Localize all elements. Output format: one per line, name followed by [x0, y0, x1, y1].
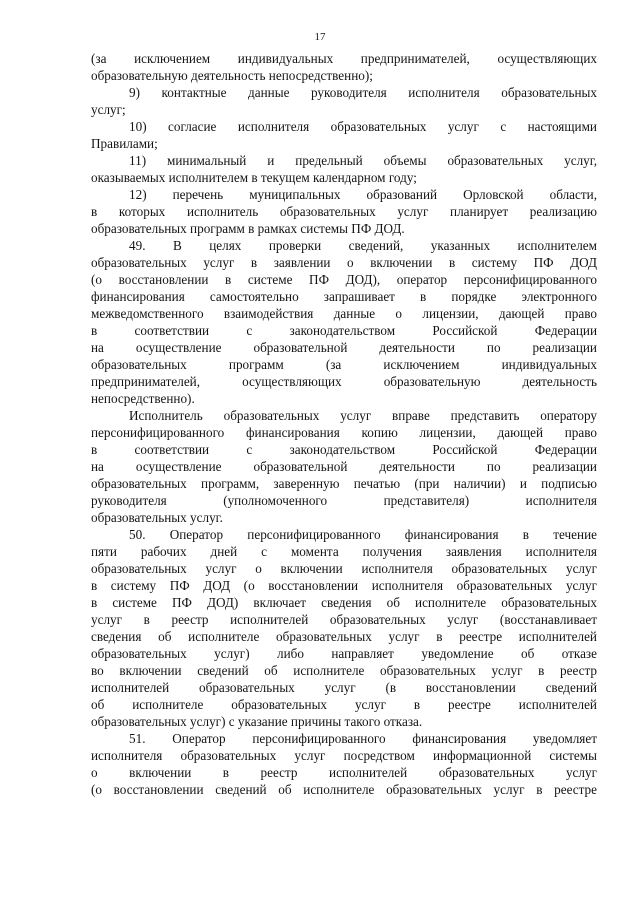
text-line: сведения об исполнителе образовательных услуг в реестре исполнителей [91, 629, 597, 644]
text-line: в системе ПФ ДОД) включает сведения об исполнителе образовательных [91, 595, 597, 610]
text-line: образовательных программ, заверенную печатью (при наличии) и подписью [91, 476, 597, 491]
text-line: образовательных программ в рамках системы ПФ ДОД. [91, 221, 405, 236]
text-line: непосредственно). [91, 391, 195, 406]
text-line: 12) перечень муниципальных образований Орловской области, [129, 187, 597, 202]
text-line: исполнителя образовательных услуг посредством информационной системы [91, 748, 597, 763]
text-line: 51. Оператор персонифицированного финансирования уведомляет [129, 731, 597, 746]
text-line: в соответствии с законодательством Российской Федерации [91, 323, 597, 338]
text-line: 11) минимальный и предельный объемы образовательных услуг, [129, 153, 597, 168]
text-line: руководителя (уполномоченного представителя) исполнителя [91, 493, 597, 508]
text-line: пяти рабочих дней с момента получения заявления исполнителя [91, 544, 597, 559]
text-line: межведомственного взаимодействия данные о лицензии, дающей право [91, 306, 597, 321]
text-line: Исполнитель образовательных услуг вправе представить оператору [129, 408, 597, 423]
text-line: образовательных услуг) с указание причины такого отказа. [91, 714, 423, 729]
text-line: о включении в реестр исполнителей образовательных услуг [91, 765, 597, 780]
text-line: услуг; [91, 102, 126, 117]
text-line: об исполнителе образовательных услуг в реестре исполнителей [91, 697, 597, 712]
text-line: в соответствии с законодательством Российской Федерации [91, 442, 597, 457]
text-line: на осуществление образовательной деятельности по реализации [91, 340, 597, 355]
text-line: услуг в реестр исполнителей образовательных услуг (восстанавливает [91, 612, 597, 627]
text-line: (о восстановлении в системе ПФ ДОД), оператор персонифицированного [91, 272, 597, 287]
text-line: исполнителей образовательных услуг (в восстановлении сведений [91, 680, 597, 695]
text-line: в которых исполнитель образовательных услуг планирует реализацию [91, 204, 597, 219]
text-line: 9) контактные данные руководителя исполнителя образовательных [129, 85, 597, 100]
text-line: оказываемых исполнителем в текущем календарном году; [91, 170, 417, 185]
text-line: 50. Оператор персонифицированного финансирования в течение [129, 527, 597, 542]
text-line: образовательных программ (за исключением индивидуальных [91, 357, 597, 372]
page-number: 17 [314, 31, 326, 43]
text-line: образовательных услуг. [91, 510, 223, 525]
text-line: во включении сведений об исполнителе образовательных услуг в реестр [91, 663, 597, 678]
document-body [91, 50, 597, 798]
text-line: 10) согласие исполнителя образовательных услуг с настоящими [129, 119, 597, 134]
text-line: (о восстановлении сведений об исполнителе образовательных услуг в реестре [91, 782, 597, 797]
text-line: предпринимателей, осуществляющих образовательную деятельность [91, 374, 597, 389]
text-line: образовательных услуг) либо направляет уведомление об отказе [91, 646, 597, 661]
text-line: в систему ПФ ДОД (о восстановлении исполнителя образовательных услуг [91, 578, 597, 593]
text-line: образовательных услуг о включении исполнителя образовательных услуг [91, 561, 597, 576]
text-line: образовательных услуг в заявлении о включении в систему ПФ ДОД [91, 255, 597, 270]
text-line: образовательную деятельность непосредственно); [91, 68, 373, 83]
text-line: Правилами; [91, 136, 158, 151]
text-line: финансирования самостоятельно запрашивает в порядке электронного [91, 289, 597, 304]
text-line: 49. В целях проверки сведений, указанных исполнителем [129, 238, 597, 253]
text-line: на осуществление образовательной деятельности по реализации [91, 459, 597, 474]
text-line: персонифицированного финансирования копию лицензии, дающей право [91, 425, 597, 440]
text-line: (за исключением индивидуальных предпринимателей, осуществляющих [91, 51, 597, 66]
